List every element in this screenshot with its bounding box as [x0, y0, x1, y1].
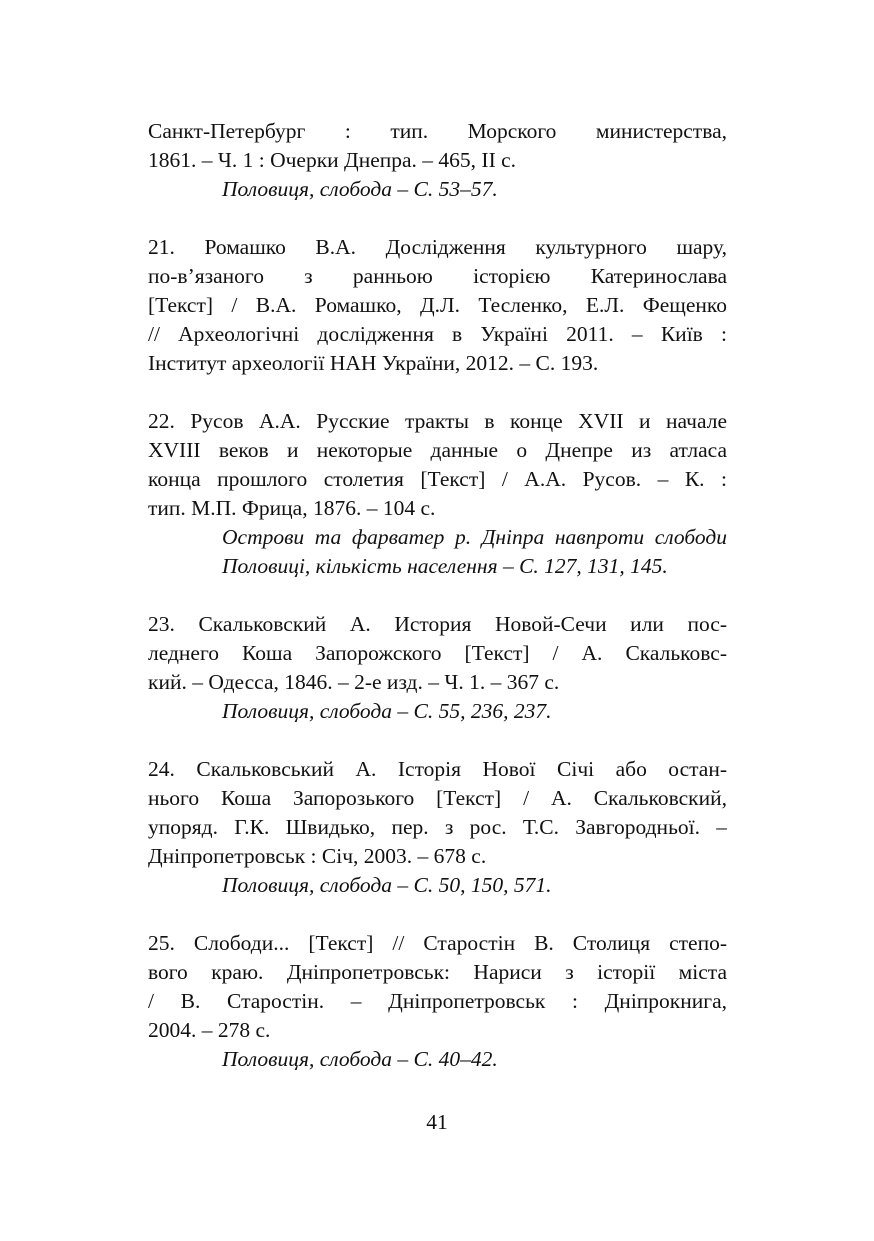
- page-number: 41: [426, 1110, 448, 1134]
- bibliography-entry: [148, 117, 727, 204]
- bibliography-list: [148, 117, 727, 1103]
- entry-text-line: 23. Скальковский А. История Новой-Сечи или пос-: [148, 612, 727, 636]
- entry-text-line: Дніпропетровськ : Січ, 2003. – 678 с.: [148, 844, 487, 868]
- entry-annotation: Острови та фарватер р. Дніпра навпроти слободи: [222, 525, 727, 549]
- entry-text-line: 2004. – 278 с.: [148, 1018, 271, 1042]
- entry-text-line: 1861. – Ч. 1 : Очерки Днепра. – 465, ІІ с.: [148, 148, 517, 172]
- entry-text-line: по-в’язаного з ранньою історією Катеринослава: [148, 264, 727, 288]
- entry-text-line: 24. Скальковський А. Історія Нової Січі або остан-: [148, 757, 727, 781]
- entry-text-line: 21. Ромашко В.А. Дослідження культурного шару,: [148, 235, 727, 259]
- bibliography-entry: [148, 929, 727, 1074]
- entry-text-line: // Археологічні дослідження в Україні 2011. – Київ :: [148, 322, 727, 346]
- entry-annotation: Половиці, кількість населення – С. 127, 131, 145.: [222, 554, 668, 578]
- entry-text-line: Санкт-Петербург : тип. Морского министерства,: [148, 119, 727, 143]
- entry-annotation: Половиця, слобода – С. 53–57.: [222, 177, 498, 201]
- entry-text-line: 22. Русов А.А. Русские тракты в конце XVII и начале: [148, 409, 727, 433]
- entry-text-line: 25. Слободи... [Текст] // Старостін В. Столиця степо-: [148, 931, 727, 955]
- entry-text-line: / В. Старостін. – Дніпропетровськ : Дніпрокнига,: [148, 989, 727, 1013]
- entry-text-line: тип. М.П. Фрица, 1876. – 104 с.: [148, 496, 436, 520]
- entry-text-line: конца прошлого столетия [Текст] / А.А. Русов. – К. :: [148, 467, 727, 491]
- entry-text-line: кий. – Одесса, 1846. – 2-е изд. – Ч. 1. – 367 с.: [148, 670, 560, 694]
- entry-annotation: Половиця, слобода – С. 55, 236, 237.: [222, 699, 552, 723]
- bibliography-entry: [148, 407, 727, 581]
- entry-text-line: Інститут археології НАН України, 2012. – С. 193.: [148, 351, 599, 375]
- entry-text-line: вого краю. Дніпропетровськ: Нариси з історії міста: [148, 960, 727, 984]
- entry-text-line: упоряд. Г.К. Швидько, пер. з рос. Т.С. Завгородньої. –: [148, 815, 727, 839]
- bibliography-entry: [148, 233, 727, 378]
- bibliography-entry: [148, 610, 727, 726]
- entry-text-line: [Текст] / В.А. Ромашко, Д.Л. Тесленко, Е.Л. Фещенко: [148, 293, 727, 317]
- bibliography-entry: [148, 755, 727, 900]
- entry-text-line: нього Коша Запорозького [Текст] / А. Скальковский,: [148, 786, 727, 810]
- entry-annotation: Половиця, слобода – С. 40–42.: [222, 1047, 498, 1071]
- entry-text-line: леднего Коша Запорожского [Текст] / А. Скальковс-: [148, 641, 727, 665]
- entry-annotation: Половиця, слобода – С. 50, 150, 571.: [222, 873, 552, 897]
- entry-text-line: XVIII веков и некоторые данные о Днепре из атласа: [148, 438, 727, 462]
